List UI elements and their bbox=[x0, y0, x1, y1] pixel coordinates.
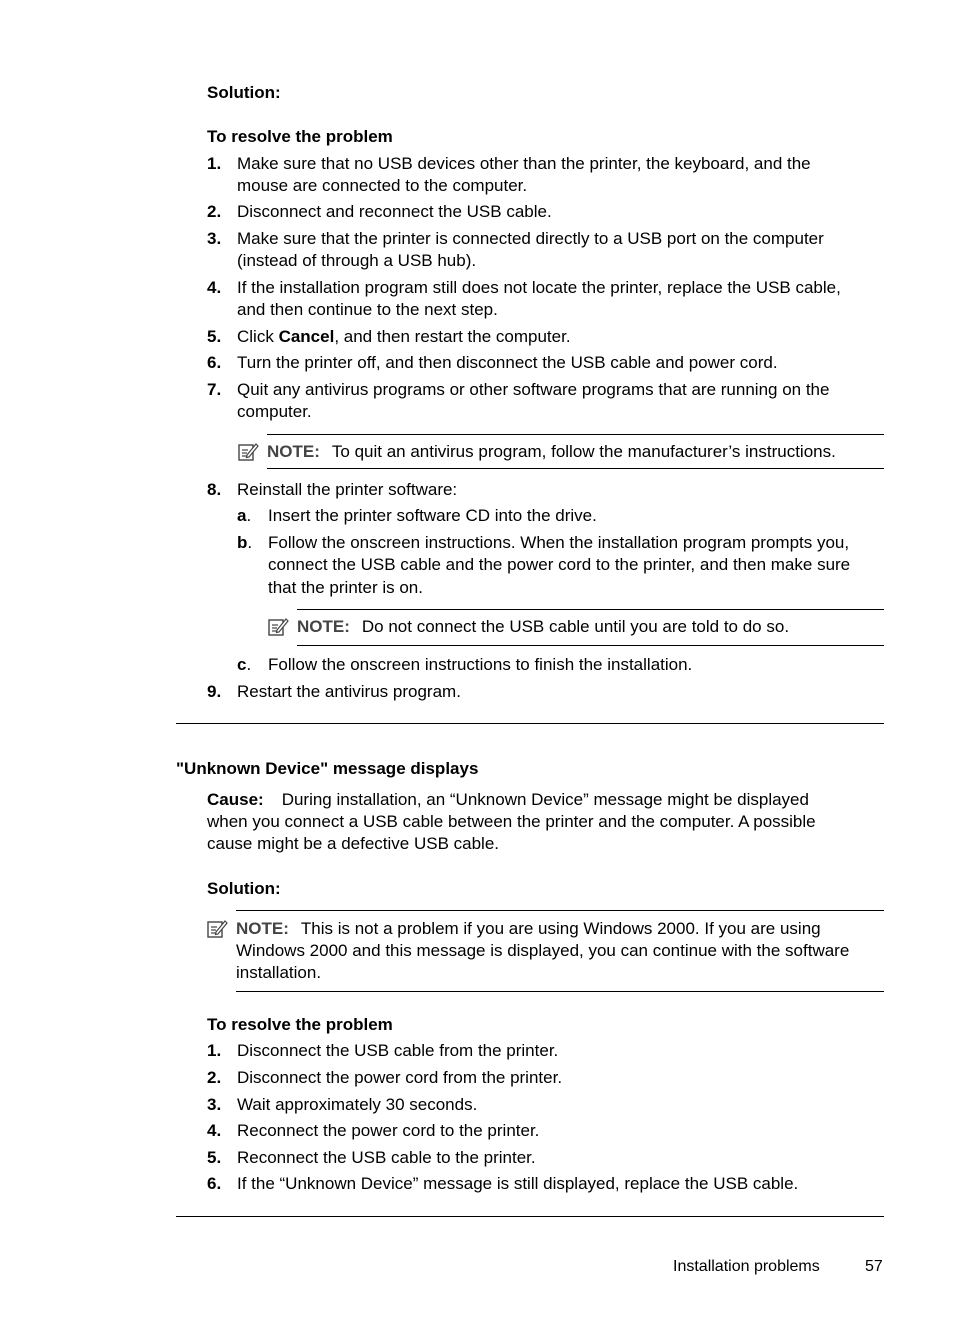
note-rule-top bbox=[236, 910, 884, 911]
step-text: Reinstall the printer software: bbox=[237, 480, 458, 499]
cancel-keyword: Cancel bbox=[278, 327, 335, 346]
note-rule-bottom bbox=[297, 645, 884, 646]
substep-text: Follow the onscreen instructions to finish the installation. bbox=[268, 655, 693, 674]
cause-text: when you connect a USB cable between the printer and the computer. A possible bbox=[207, 812, 816, 831]
note-icon bbox=[206, 918, 228, 940]
resolve-heading: To resolve the problem bbox=[207, 1015, 393, 1034]
note-text: NOTE: To quit an antivirus program, follow the manufacturer’s instructions. bbox=[267, 442, 836, 461]
step-text: Disconnect the USB cable from the printer. bbox=[237, 1041, 559, 1060]
note-label: NOTE: bbox=[297, 617, 350, 636]
step-number: 4. bbox=[207, 278, 222, 297]
solution-label: Solution: bbox=[207, 879, 281, 898]
step-text: Reconnect the USB cable to the printer. bbox=[237, 1148, 536, 1167]
step-number: 1. bbox=[207, 1041, 222, 1060]
step-text: Reconnect the power cord to the printer. bbox=[237, 1121, 540, 1140]
step-number: 5. bbox=[207, 1148, 222, 1167]
step-number: 6. bbox=[207, 1174, 222, 1193]
step-number: 3. bbox=[207, 229, 222, 248]
step-text: If the installation program still does not locate the printer, replace the USB cable, bbox=[237, 278, 841, 297]
substep-text: that the printer is on. bbox=[268, 578, 423, 597]
step-text: Wait approximately 30 seconds. bbox=[237, 1095, 478, 1114]
note-rule-top bbox=[267, 434, 884, 435]
step-number: 4. bbox=[207, 1121, 222, 1140]
note-text: NOTE: Do not connect the USB cable until you are told to do so. bbox=[297, 617, 790, 636]
section-heading: "Unknown Device" message displays bbox=[176, 759, 479, 778]
substep-letter: c. bbox=[237, 655, 252, 674]
section-divider bbox=[176, 1216, 884, 1217]
step-text: and then continue to the next step. bbox=[237, 300, 498, 319]
step-number: 7. bbox=[207, 380, 222, 399]
substep-text: Follow the onscreen instructions. When the installation program prompts you, bbox=[268, 533, 850, 552]
step-text: Disconnect and reconnect the USB cable. bbox=[237, 202, 552, 221]
section-divider bbox=[176, 723, 884, 724]
step-number: 2. bbox=[207, 202, 222, 221]
step-text: Quit any antivirus programs or other software programs that are running on the bbox=[237, 380, 830, 399]
substep-letter: a. bbox=[237, 506, 252, 525]
cause-label: Cause: bbox=[207, 790, 264, 809]
note-label: NOTE: bbox=[236, 919, 289, 938]
note-rule-bottom bbox=[236, 991, 884, 992]
step-text: Disconnect the power cord from the printer. bbox=[237, 1068, 563, 1087]
page-number: 57 bbox=[865, 1258, 883, 1275]
step-text: Turn the printer off, and then disconnect the USB cable and power cord. bbox=[237, 353, 778, 372]
step-number: 2. bbox=[207, 1068, 222, 1087]
step-text: Click Cancel, and then restart the computer. bbox=[237, 327, 571, 346]
step-text: Make sure that the printer is connected directly to a USB port on the computer bbox=[237, 229, 824, 248]
note-icon bbox=[237, 441, 259, 463]
step-number: 6. bbox=[207, 353, 222, 372]
note-rule-bottom bbox=[267, 468, 884, 469]
solution-label: Solution: bbox=[207, 83, 281, 102]
step-text: mouse are connected to the computer. bbox=[237, 176, 528, 195]
note-rule-top bbox=[297, 609, 884, 610]
step-number: 1. bbox=[207, 154, 222, 173]
note-text: NOTE: This is not a problem if you are using Windows 2000. If you are using bbox=[236, 919, 821, 938]
step-text: Make sure that no USB devices other than the printer, the keyboard, and the bbox=[237, 154, 811, 173]
step-number: 3. bbox=[207, 1095, 222, 1114]
note-text: installation. bbox=[236, 963, 322, 982]
resolve-heading: To resolve the problem bbox=[207, 127, 393, 146]
step-number: 5. bbox=[207, 327, 222, 346]
step-text: If the “Unknown Device” message is still displayed, replace the USB cable. bbox=[237, 1174, 799, 1193]
substep-text: connect the USB cable and the power cord to the printer, and then make sure bbox=[268, 555, 851, 574]
step-number: 8. bbox=[207, 480, 222, 499]
note-text: Windows 2000 and this message is displayed, you can continue with the software bbox=[236, 941, 850, 960]
step-text: (instead of through a USB hub). bbox=[237, 251, 477, 270]
cause-text: Cause: During installation, an “Unknown Device” message might be displayed bbox=[207, 790, 809, 809]
note-icon bbox=[267, 616, 289, 638]
substep-text: Insert the printer software CD into the drive. bbox=[268, 506, 597, 525]
footer-section-title: Installation problems bbox=[673, 1258, 820, 1275]
note-label: NOTE: bbox=[267, 442, 320, 461]
cause-text: cause might be a defective USB cable. bbox=[207, 834, 499, 853]
substep-letter: b. bbox=[237, 533, 253, 552]
step-text: computer. bbox=[237, 402, 312, 421]
step-text: Restart the antivirus program. bbox=[237, 682, 461, 701]
step-number: 9. bbox=[207, 682, 222, 701]
